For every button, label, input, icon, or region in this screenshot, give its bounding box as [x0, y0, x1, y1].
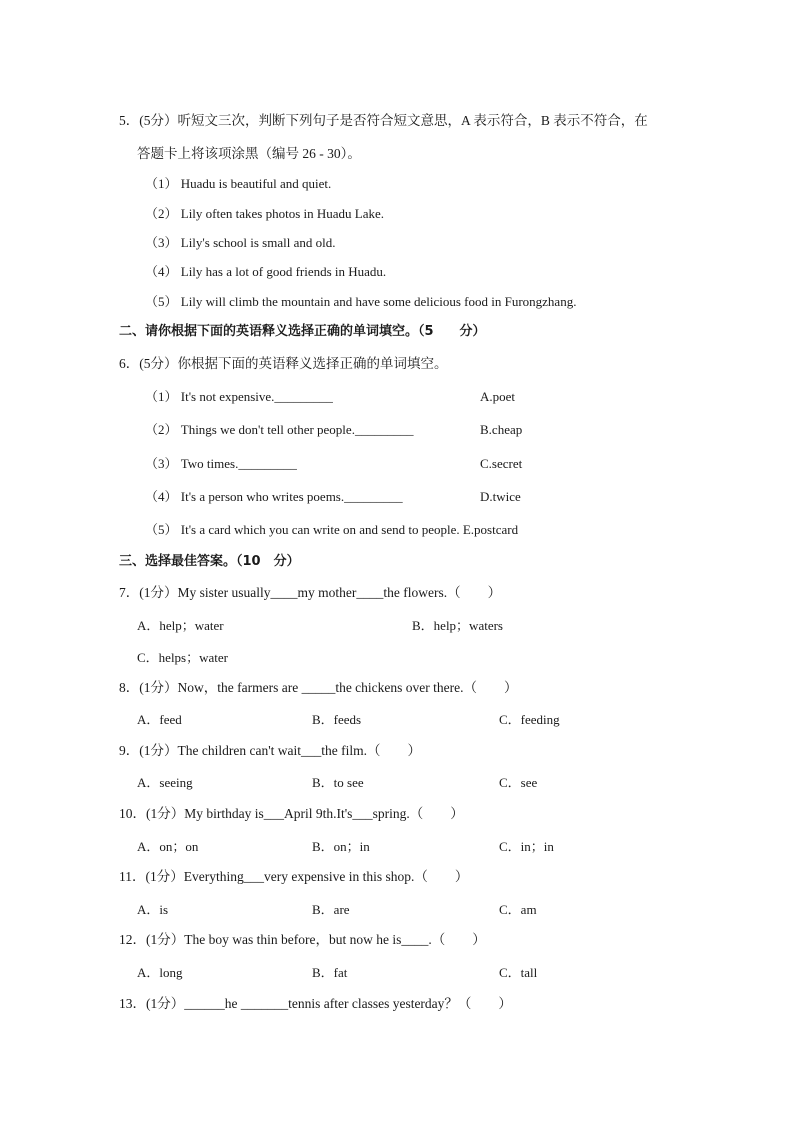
q10-option-a[interactable]: A．on；on — [137, 839, 199, 854]
q7-stem: 7．(1分）My sister usually____my mother____the flowers.（ ） — [119, 585, 502, 600]
q11-option-a[interactable]: A．is — [137, 902, 169, 917]
q8-stem: 8．(1分）Now，the farmers are _____the chickens over there.（ ） — [119, 680, 518, 695]
q10-option-b[interactable]: B．on；in — [312, 839, 370, 854]
q12-option-c[interactable]: C．tall — [499, 965, 538, 980]
q7-option-a[interactable]: A．help；water — [137, 618, 224, 633]
q13-stem: 13．(1分）______he _______tennis after classes yesterday？（ ） — [119, 996, 512, 1011]
q6-row-4-definition: （4） It's a person who writes poems._________ — [145, 489, 403, 504]
q11-option-c[interactable]: C．am — [499, 902, 537, 917]
q6-row-4-word: D.twice — [480, 489, 521, 504]
q12-stem: 12．(1分）The boy was thin before，but now he is____.（ ） — [119, 932, 486, 947]
q5-item-2: （2） Lily often takes photos in Huadu Lake. — [145, 206, 385, 221]
q7-option-c[interactable]: C．helps；water — [137, 650, 228, 665]
q6-row-1-word: A.poet — [480, 389, 516, 404]
q5-item-3: （3） Lily's school is small and old. — [145, 235, 336, 250]
q9-stem: 9．(1分）The children can't wait___the film.（ ） — [119, 743, 421, 758]
q12-option-b[interactable]: B．fat — [312, 965, 348, 980]
q6-row-5-definition: （5） It's a card which you can write on and send to people. E.postcard — [145, 522, 519, 537]
section-3-heading: 三、选择最佳答案。（10 分） — [119, 554, 300, 569]
q11-stem: 11．(1分）Everything___very expensive in this shop.（ ） — [119, 869, 469, 884]
q8-option-a[interactable]: A．feed — [137, 712, 182, 727]
q9-option-a[interactable]: A．seeing — [137, 775, 193, 790]
q5-stem-line2: 答题卡上将该项涂黑（编号 26 - 30）。 — [137, 146, 361, 161]
q11-option-b[interactable]: B．are — [312, 902, 350, 917]
q6-row-2-word: B.cheap — [480, 422, 523, 437]
q6-row-1-definition: （1） It's not expensive._________ — [145, 389, 333, 404]
q8-option-c[interactable]: C．feeding — [499, 712, 560, 727]
q5-stem-line1: 5．(5分）听短文三次，判断下列句子是否符合短文意思，A 表示符合，B 表示不符合，在 — [119, 113, 648, 128]
q10-stem: 10．(1分）My birthday is___April 9th.It's___spring.（ ） — [119, 806, 464, 821]
q9-option-b[interactable]: B．to see — [312, 775, 364, 790]
q6-row-3-definition: （3） Two times._________ — [145, 456, 297, 471]
q5-item-1: （1） Huadu is beautiful and quiet. — [145, 176, 332, 191]
q9-option-c[interactable]: C．see — [499, 775, 538, 790]
section-2-heading: 二、请你根据下面的英语释义选择正确的单词填空。（5 分） — [119, 324, 486, 339]
q6-row-2-definition: （2） Things we don't tell other people._________ — [145, 422, 414, 437]
q5-item-5: （5） Lily will climb the mountain and have some delicious food in Furongzhang. — [145, 294, 577, 309]
q10-option-c[interactable]: C．in；in — [499, 839, 554, 854]
q8-option-b[interactable]: B．feeds — [312, 712, 362, 727]
q12-option-a[interactable]: A．long — [137, 965, 183, 980]
q7-option-b[interactable]: B．help；waters — [412, 618, 503, 633]
q5-item-4: （4） Lily has a lot of good friends in Huadu. — [145, 264, 387, 279]
q6-stem: 6．(5分）你根据下面的英语释义选择正确的单词填空。 — [119, 356, 448, 371]
q6-row-3-word: C.secret — [480, 456, 523, 471]
